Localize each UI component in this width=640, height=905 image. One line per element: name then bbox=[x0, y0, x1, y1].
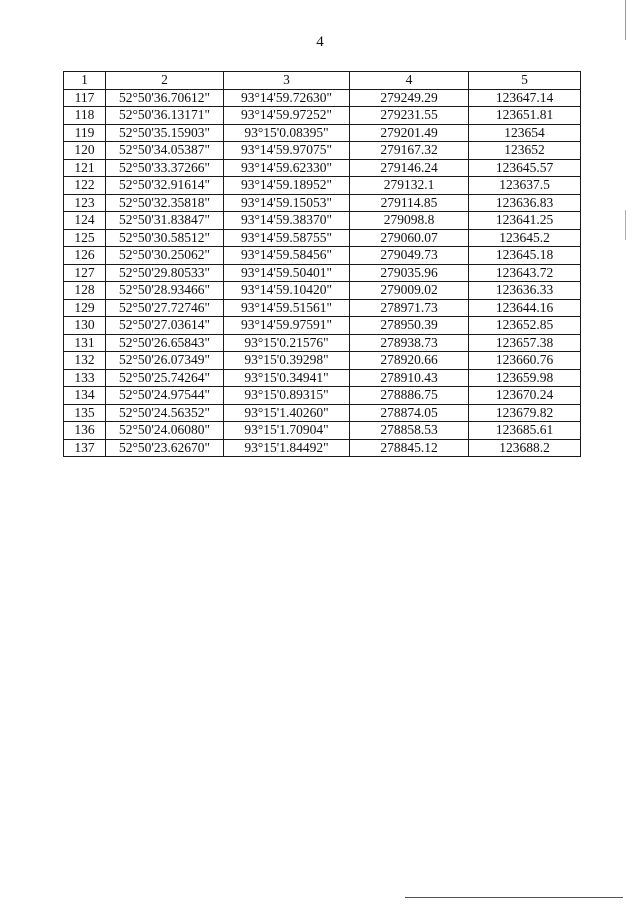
x-coordinate-cell: 279035.96 bbox=[350, 264, 469, 282]
latitude-cell: 52°50'24.97544" bbox=[106, 387, 224, 405]
latitude-cell: 52°50'30.25062" bbox=[106, 247, 224, 265]
y-coordinate-cell: 123636.33 bbox=[469, 282, 581, 300]
latitude-cell: 52°50'23.62670" bbox=[106, 439, 224, 457]
longitude-cell: 93°14'59.10420" bbox=[224, 282, 350, 300]
table-row bbox=[64, 334, 581, 352]
x-coordinate-cell: 279231.55 bbox=[350, 107, 469, 125]
point-number-cell: 126 bbox=[64, 247, 106, 265]
table-row bbox=[64, 387, 581, 405]
table-row bbox=[64, 89, 581, 107]
table-row bbox=[64, 177, 581, 195]
longitude-cell: 93°15'0.08395" bbox=[224, 124, 350, 142]
x-coordinate-cell: 279132.1 bbox=[350, 177, 469, 195]
footer-rule bbox=[405, 897, 623, 898]
table-row bbox=[64, 142, 581, 160]
table-body bbox=[64, 89, 581, 457]
latitude-cell: 52°50'34.05387" bbox=[106, 142, 224, 160]
x-coordinate-cell: 279146.24 bbox=[350, 159, 469, 177]
y-coordinate-cell: 123688.2 bbox=[469, 439, 581, 457]
x-coordinate-cell: 278910.43 bbox=[350, 369, 469, 387]
x-coordinate-cell: 278938.73 bbox=[350, 334, 469, 352]
point-number-cell: 123 bbox=[64, 194, 106, 212]
y-coordinate-cell: 123652.85 bbox=[469, 317, 581, 335]
y-coordinate-cell: 123679.82 bbox=[469, 404, 581, 422]
longitude-cell: 93°14'59.38370" bbox=[224, 212, 350, 230]
x-coordinate-cell: 279060.07 bbox=[350, 229, 469, 247]
latitude-cell: 52°50'36.70612" bbox=[106, 89, 224, 107]
longitude-cell: 93°14'59.97591" bbox=[224, 317, 350, 335]
table-row bbox=[64, 264, 581, 282]
latitude-cell: 52°50'24.56352" bbox=[106, 404, 224, 422]
x-coordinate-cell: 278874.05 bbox=[350, 404, 469, 422]
column-header: 2 bbox=[106, 72, 224, 90]
point-number-cell: 120 bbox=[64, 142, 106, 160]
point-number-cell: 135 bbox=[64, 404, 106, 422]
x-coordinate-cell: 278858.53 bbox=[350, 422, 469, 440]
longitude-cell: 93°15'0.34941" bbox=[224, 369, 350, 387]
longitude-cell: 93°15'1.84492" bbox=[224, 439, 350, 457]
x-coordinate-cell: 279114.85 bbox=[350, 194, 469, 212]
x-coordinate-cell: 278920.66 bbox=[350, 352, 469, 370]
latitude-cell: 52°50'29.80533" bbox=[106, 264, 224, 282]
table-row bbox=[64, 194, 581, 212]
point-number-cell: 119 bbox=[64, 124, 106, 142]
point-number-cell: 130 bbox=[64, 317, 106, 335]
longitude-cell: 93°15'0.39298" bbox=[224, 352, 350, 370]
coordinates-table bbox=[63, 71, 581, 457]
latitude-cell: 52°50'24.06080" bbox=[106, 422, 224, 440]
latitude-cell: 52°50'33.37266" bbox=[106, 159, 224, 177]
table-row bbox=[64, 124, 581, 142]
longitude-cell: 93°15'0.89315" bbox=[224, 387, 350, 405]
y-coordinate-cell: 123651.81 bbox=[469, 107, 581, 125]
scan-edge-mark bbox=[625, 210, 626, 240]
latitude-cell: 52°50'36.13171" bbox=[106, 107, 224, 125]
y-coordinate-cell: 123670.24 bbox=[469, 387, 581, 405]
y-coordinate-cell: 123654 bbox=[469, 124, 581, 142]
longitude-cell: 93°14'59.72630" bbox=[224, 89, 350, 107]
table-row bbox=[64, 282, 581, 300]
x-coordinate-cell: 278886.75 bbox=[350, 387, 469, 405]
point-number-cell: 129 bbox=[64, 299, 106, 317]
table-header-row bbox=[64, 72, 581, 90]
y-coordinate-cell: 123637.5 bbox=[469, 177, 581, 195]
x-coordinate-cell: 279249.29 bbox=[350, 89, 469, 107]
point-number-cell: 121 bbox=[64, 159, 106, 177]
latitude-cell: 52°50'31.83847" bbox=[106, 212, 224, 230]
table-row bbox=[64, 422, 581, 440]
x-coordinate-cell: 279098.8 bbox=[350, 212, 469, 230]
latitude-cell: 52°50'28.93466" bbox=[106, 282, 224, 300]
point-number-cell: 127 bbox=[64, 264, 106, 282]
column-header: 4 bbox=[350, 72, 469, 90]
longitude-cell: 93°14'59.58456" bbox=[224, 247, 350, 265]
longitude-cell: 93°14'59.51561" bbox=[224, 299, 350, 317]
y-coordinate-cell: 123657.38 bbox=[469, 334, 581, 352]
longitude-cell: 93°14'59.15053" bbox=[224, 194, 350, 212]
x-coordinate-cell: 278950.39 bbox=[350, 317, 469, 335]
latitude-cell: 52°50'26.65843" bbox=[106, 334, 224, 352]
y-coordinate-cell: 123660.76 bbox=[469, 352, 581, 370]
point-number-cell: 117 bbox=[64, 89, 106, 107]
y-coordinate-cell: 123645.18 bbox=[469, 247, 581, 265]
table-row bbox=[64, 317, 581, 335]
y-coordinate-cell: 123644.16 bbox=[469, 299, 581, 317]
longitude-cell: 93°15'1.70904" bbox=[224, 422, 350, 440]
point-number-cell: 136 bbox=[64, 422, 106, 440]
y-coordinate-cell: 123652 bbox=[469, 142, 581, 160]
latitude-cell: 52°50'27.03614" bbox=[106, 317, 224, 335]
longitude-cell: 93°14'59.18952" bbox=[224, 177, 350, 195]
point-number-cell: 134 bbox=[64, 387, 106, 405]
table-row bbox=[64, 229, 581, 247]
latitude-cell: 52°50'32.35818" bbox=[106, 194, 224, 212]
latitude-cell: 52°50'32.91614" bbox=[106, 177, 224, 195]
latitude-cell: 52°50'35.15903" bbox=[106, 124, 224, 142]
y-coordinate-cell: 123647.14 bbox=[469, 89, 581, 107]
x-coordinate-cell: 279009.02 bbox=[350, 282, 469, 300]
y-coordinate-cell: 123641.25 bbox=[469, 212, 581, 230]
table-row bbox=[64, 404, 581, 422]
y-coordinate-cell: 123645.2 bbox=[469, 229, 581, 247]
point-number-cell: 124 bbox=[64, 212, 106, 230]
latitude-cell: 52°50'25.74264" bbox=[106, 369, 224, 387]
longitude-cell: 93°14'59.58755" bbox=[224, 229, 350, 247]
x-coordinate-cell: 279201.49 bbox=[350, 124, 469, 142]
x-coordinate-cell: 279049.73 bbox=[350, 247, 469, 265]
longitude-cell: 93°14'59.62330" bbox=[224, 159, 350, 177]
table-row bbox=[64, 439, 581, 457]
longitude-cell: 93°15'0.21576" bbox=[224, 334, 350, 352]
column-header: 1 bbox=[64, 72, 106, 90]
table-row bbox=[64, 107, 581, 125]
point-number-cell: 128 bbox=[64, 282, 106, 300]
latitude-cell: 52°50'30.58512" bbox=[106, 229, 224, 247]
latitude-cell: 52°50'26.07349" bbox=[106, 352, 224, 370]
longitude-cell: 93°15'1.40260" bbox=[224, 404, 350, 422]
point-number-cell: 118 bbox=[64, 107, 106, 125]
x-coordinate-cell: 278971.73 bbox=[350, 299, 469, 317]
y-coordinate-cell: 123685.61 bbox=[469, 422, 581, 440]
point-number-cell: 122 bbox=[64, 177, 106, 195]
column-header: 3 bbox=[224, 72, 350, 90]
x-coordinate-cell: 278845.12 bbox=[350, 439, 469, 457]
longitude-cell: 93°14'59.50401" bbox=[224, 264, 350, 282]
y-coordinate-cell: 123643.72 bbox=[469, 264, 581, 282]
point-number-cell: 133 bbox=[64, 369, 106, 387]
longitude-cell: 93°14'59.97075" bbox=[224, 142, 350, 160]
point-number-cell: 132 bbox=[64, 352, 106, 370]
column-header: 5 bbox=[469, 72, 581, 90]
page-number: 4 bbox=[316, 34, 324, 50]
point-number-cell: 131 bbox=[64, 334, 106, 352]
table-row bbox=[64, 159, 581, 177]
latitude-cell: 52°50'27.72746" bbox=[106, 299, 224, 317]
table-row bbox=[64, 247, 581, 265]
table-row bbox=[64, 352, 581, 370]
y-coordinate-cell: 123636.83 bbox=[469, 194, 581, 212]
table-row bbox=[64, 212, 581, 230]
point-number-cell: 137 bbox=[64, 439, 106, 457]
table-row bbox=[64, 369, 581, 387]
longitude-cell: 93°14'59.97252" bbox=[224, 107, 350, 125]
y-coordinate-cell: 123659.98 bbox=[469, 369, 581, 387]
y-coordinate-cell: 123645.57 bbox=[469, 159, 581, 177]
x-coordinate-cell: 279167.32 bbox=[350, 142, 469, 160]
table-row bbox=[64, 299, 581, 317]
point-number-cell: 125 bbox=[64, 229, 106, 247]
